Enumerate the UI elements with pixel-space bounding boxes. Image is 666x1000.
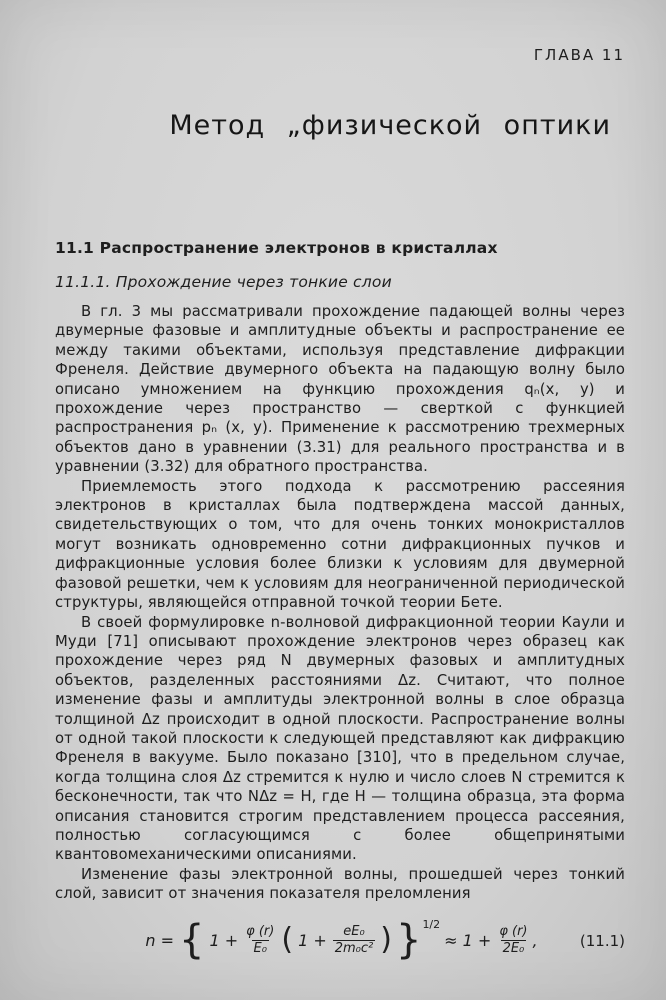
subsection-heading: 11.1.1. Прохождение через тонкие слои <box>55 273 392 291</box>
fraction-denominator: 2m₀c² <box>334 940 374 956</box>
fraction-phi-over-2e0 <box>497 925 529 957</box>
eq-term-1: 1 + <box>209 931 239 951</box>
page-title: Метод „физической оптики <box>169 110 611 141</box>
eq-lhs: n = <box>145 931 175 951</box>
fraction-denominator: E₀ <box>253 940 267 956</box>
paragraph-3: В своей формулировке n-волновой дифракционной теории Каули и Муди [71] описывают прохождение электронов через образец как прохождение через ряд N двумерных фазовых и амплитудных объектов, разделенных расстояниями Δz. Считают, что полное изменение фазы и амплитуды электронной волны в слое образца толщиной Δz происходит в одной плоскости. Распространение волны от одной такой плоскости к следующей представляют как дифракцию Френеля в вакууме. Было показано [310], что в предельном случае, когда толщина слоя Δz стремится к нулю и число слоев N стремится к бесконечности, так что NΔz = H, где H — толщина образца, эта форма описания становится строгим представлением процесса рассеяния, полностью согласующимся с более общепринятыми квантовомеханическими описаниями. <box>55 613 625 864</box>
chapter-label: ГЛАВА 11 <box>533 46 625 64</box>
paragraph-2: Приемлемость этого подхода к рассмотрению рассеяния электронов в кристаллах была подтверждена массой данных, свидетельствующих о том, что для очень тонких монокристаллов могут возникать одновременно сотни дифракционных пучков и дифракционные условия более близки к условиям для двумерной фазовой решетки, чем к условиям для неограниченной периодической структуры, являющейся отправной точкой теории Бете. <box>55 477 625 612</box>
fraction-numerator: eE₀ <box>343 923 365 939</box>
exponent-one-half: 1/2 <box>422 918 441 932</box>
trailing-comma: , <box>532 931 538 951</box>
section-heading: 11.1 Распространение электронов в кристаллах <box>55 239 498 257</box>
fraction-denominator: 2E₀ <box>502 940 525 956</box>
eq-approx-term: ≈ 1 + <box>444 931 492 951</box>
paragraph-4: Изменение фазы электронной волны, прошедшей через тонкий слой, зависит от значения показателя преломления <box>55 865 625 903</box>
equation-number: (11.1) <box>579 931 625 950</box>
fraction-numerator: φ (r) <box>499 923 528 939</box>
eq-term-2: 1 + <box>298 931 327 951</box>
equation-body: n = { 1 + $\frac{\varphi (r)}{\text{E₀}}$ ( 1 + $\frac{\text{eE₀}}{\text{2m₀c²}}$ ) } 1/2 ≈ 1 + $\frac{\varphi (r)}{\text{2E₀}}$ , <box>145 916 538 963</box>
fraction-numerator: φ (r) <box>246 923 275 939</box>
equation-11-1 <box>55 912 625 970</box>
fraction-phi-over-e0 <box>244 925 276 957</box>
fraction-ee0-over-2m0c2 <box>333 925 376 957</box>
paragraph-1: В гл. 3 мы рассматривали прохождение падающей волны через двумерные фазовые и амплитудные объекты и распространение ее между такими объектами, используя представление дифракции Френеля. Действие двумерного объекта на падающую волну было описано умножением на функцию прохождения qₙ(x, y) и прохождение через пространство — сверткой с функцией распространения pₙ (x, y). Применение к рассмотрению трехмерных объектов дано в уравнении (3.31) для реального пространства и в уравнении (3.32) для обратного пространства. <box>55 303 625 476</box>
